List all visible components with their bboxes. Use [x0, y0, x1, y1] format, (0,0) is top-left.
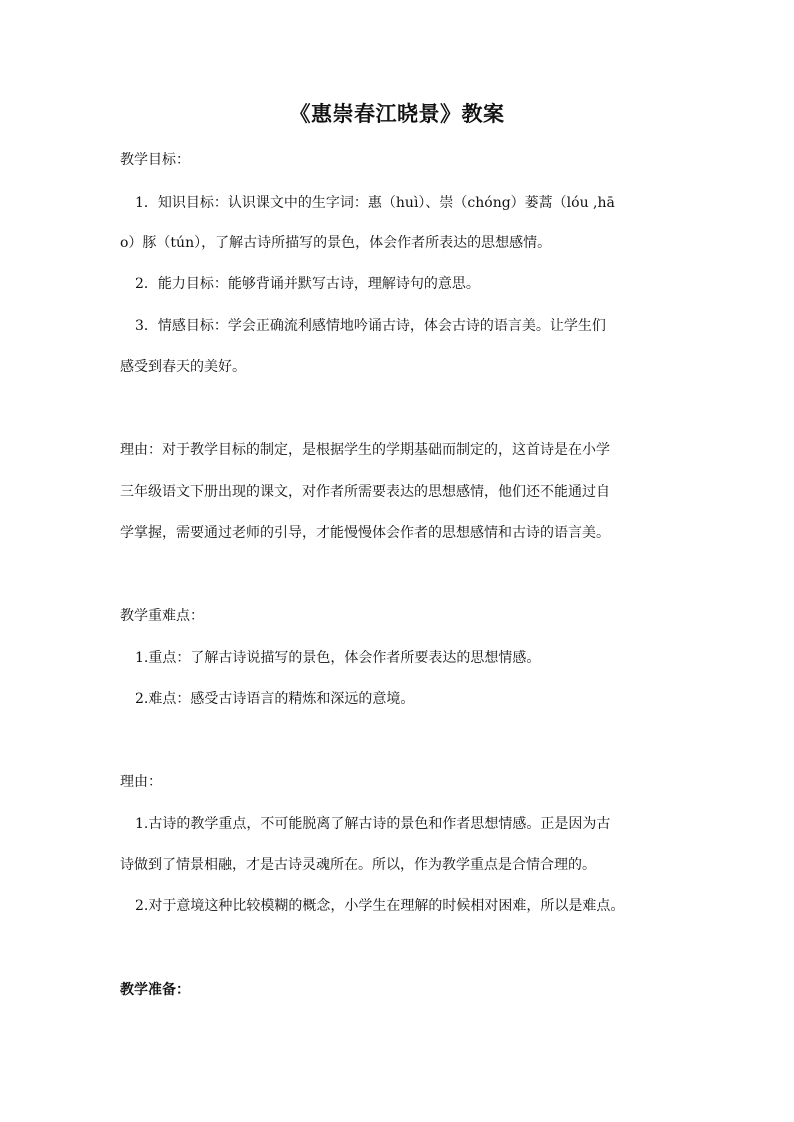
- reason-2-item-2: 2.对于意境这种比较模糊的概念，小学生在理解的时候相对困难，所以是难点。: [135, 898, 625, 914]
- reason-2-item-1-line-1: 1.古诗的教学重点，不可能脱离了解古诗的景色和作者思想情感。正是因为古: [135, 816, 611, 832]
- reason-1-line-2: 三年级语文下册出现的课文，对作者所需要表达的思想感情，他们还不能通过自: [120, 484, 610, 500]
- reason-1-line-1: 理由：对于教学目标的制定，是根据学生的学期基础而制定的，这首诗是在小学: [120, 442, 610, 458]
- keypoints-heading: 教学重难点：: [120, 608, 204, 624]
- prep-heading: 教学准备：: [120, 982, 190, 998]
- goal-item-2: 2．能力目标：能够背诵并默写古诗，理解诗句的意思。: [135, 276, 480, 292]
- goal-item-1-line-1: 1．知识目标：认识课文中的生字词：惠（huì）、崇（chóng）蒌蒿（lóu ,hā: [135, 195, 615, 211]
- keypoint-item-2: 2.难点：感受古诗语言的精炼和深远的意境。: [135, 691, 415, 707]
- reason-1-line-3: 学掌握，需要通过老师的引导，才能慢慢体会作者的思想感情和古诗的语言美。: [120, 525, 610, 541]
- reason-2-heading: 理由：: [120, 774, 162, 790]
- goal-item-3-line-2: 感受到春天的美好。: [120, 359, 246, 375]
- document-title: 《惠崇春江晓景》教案: [289, 102, 505, 126]
- goal-item-3-line-1: 3．情感目标：学会正确流利感情地吟诵古诗，体会古诗的语言美。让学生们: [135, 318, 606, 334]
- goal-item-1-line-2: o）豚（tún），了解古诗所描写的景色，体会作者所表达的思想感情。: [120, 235, 552, 251]
- goals-heading: 教学目标：: [120, 152, 190, 168]
- reason-2-item-1-line-2: 诗做到了情景相融，才是古诗灵魂所在。所以，作为教学重点是合情合理的。: [120, 857, 596, 873]
- keypoint-item-1: 1.重点：了解古诗说描写的景色，体会作者所要表达的思想情感。: [135, 650, 541, 666]
